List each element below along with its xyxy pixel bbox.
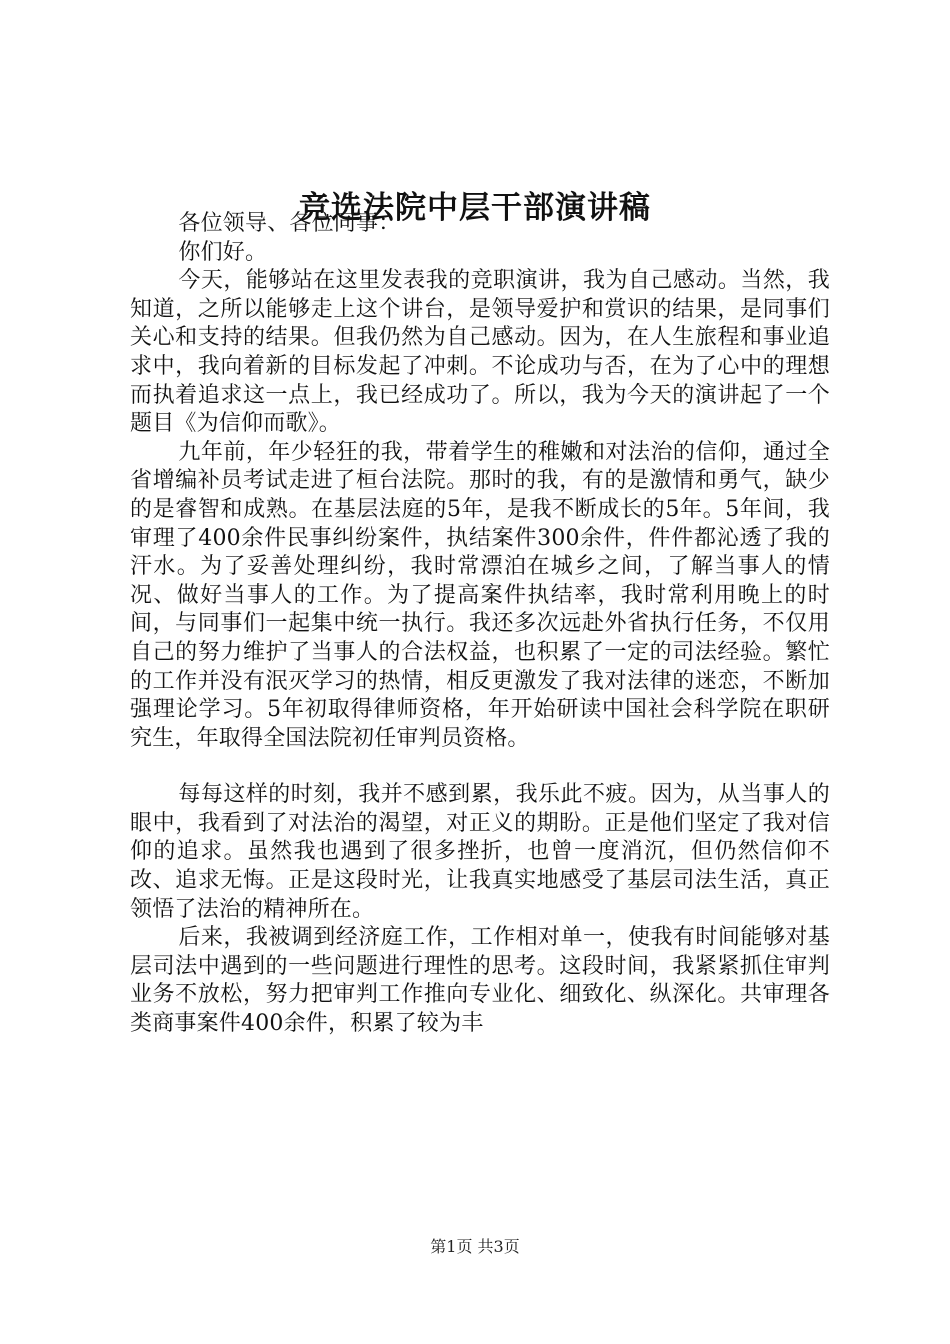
- document-body: [130, 210, 830, 1039]
- paragraph: 每每这样的时刻，我并不感到累，我乐此不疲。因为，从当事人的眼中，我看到了对法治的渴望，对正义的期盼。正是他们坚定了我对信仰的追求。虽然我也遇到了很多挫折，也曾一度消沉，但仍然信仰不改、追求无悔。正是这段时光，让我真实地感受了基层司法生活，真正领悟了法治的精神所在。: [130, 782, 830, 922]
- paragraph: 后来，我被调到经济庭工作，工作相对单一，使我有时间能够对基层司法中遇到的一些问题进行理性的思考。这段时间，我紧紧抓住审判业务不放松，努力把审判工作推向专业化、细致化、纵深化。共审理各类商事案件400余件，积累了较为丰: [130, 925, 830, 1037]
- greeting: 你们好。: [178, 239, 268, 265]
- document-title: 竞选法院中层干部演讲稿: [299, 190, 651, 226]
- paragraph: 今天，能够站在这里发表我的竞职演讲，我为自己感动。当然，我知道，之所以能够走上这个讲台，是领导爱护和赏识的结果，是同事们关心和支持的结果。但我仍然为自己感动。因为，在人生旅程和事业追求中，我向着新的目标发起了冲刺。不论成功与否，在为了心中的理想而执着追求这一点上，我已经成功了。所以，我为今天的演讲起了一个题目《为信仰而歌》。: [130, 268, 830, 437]
- salutation: 各位领导、各位同事：: [178, 211, 401, 236]
- paragraph: 九年前，年少轻狂的我，带着学生的稚嫩和对法治的信仰，通过全省增编补员考试走进了桓台法院。那时的我，有的是激情和勇气，缺少的是睿智和成熟。在基层法庭的5年，是我不断成长的5年。5年间，我审理了400余件民事纠纷案件，执结案件300余件，件件都沁透了我的汗水。为了妥善处理纠纷，我时常漂泊在城乡之间，了解当事人的情况、做好当事人的工作。为了提高案件执结率，我时常利用晚上的时间，与同事们一起集中统一执行。我还多次远赴外省执行任务，不仅用自己的努力维护了当事人的合法权益，也积累了一定的司法经验。繁忙的工作并没有泯灭学习的热情，相反更激发了我对法律的迷恋，不断加强理论学习。5年初取得律师资格，年开始研读中国社会科学院在职研究生，年取得全国法院初任审判员资格。: [130, 439, 830, 751]
- page-footer: 第1页 共3页: [430, 1237, 520, 1256]
